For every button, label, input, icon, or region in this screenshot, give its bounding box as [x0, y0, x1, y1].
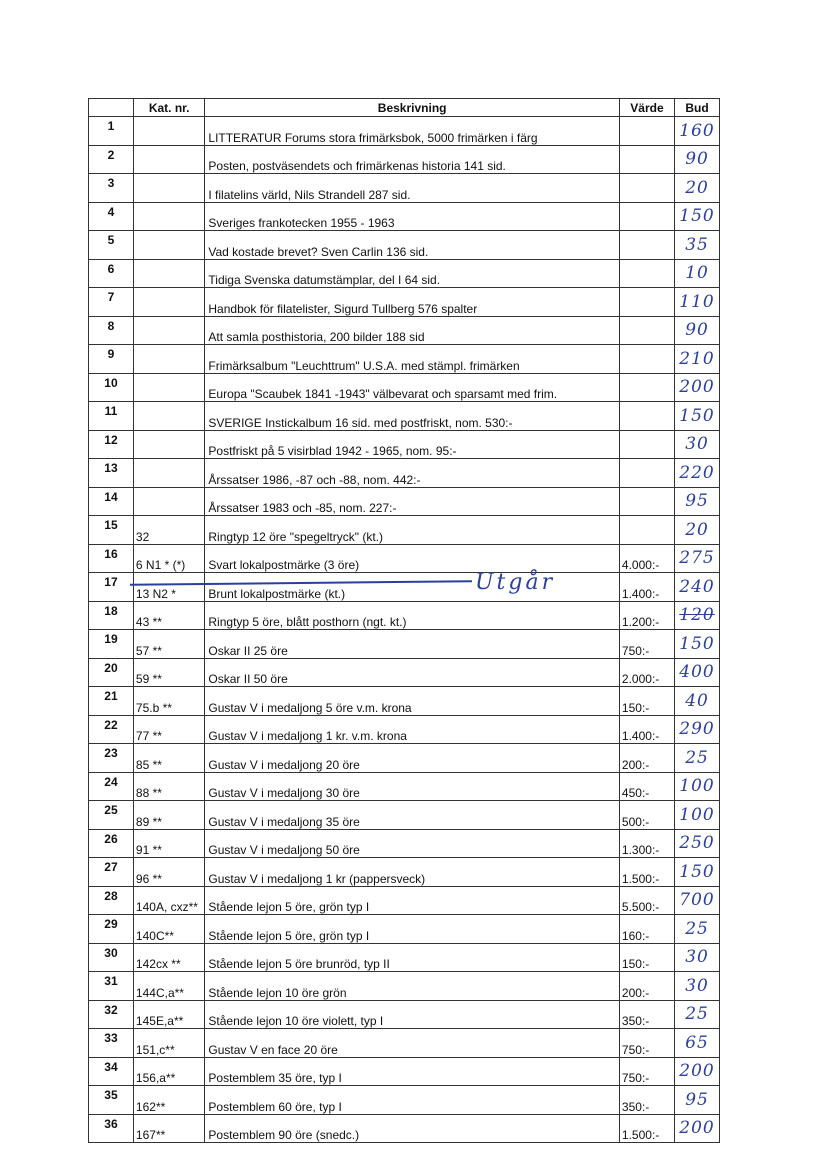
table-row [89, 487, 720, 516]
catalog-number: 167** [133, 1114, 204, 1143]
lot-number: 7 [89, 288, 134, 317]
catalog-number: 89 ** [133, 801, 204, 830]
bid: 95 [675, 487, 720, 516]
catalog-number: 96 ** [133, 858, 204, 887]
table-row [89, 373, 720, 402]
lot-number: 36 [89, 1114, 134, 1143]
table-row [89, 288, 720, 317]
value: 750:- [619, 1029, 674, 1058]
catalog-number: 156,a** [133, 1057, 204, 1086]
value: 1.500:- [619, 858, 674, 887]
catalog-number [133, 430, 204, 459]
value: 1.500:- [619, 1114, 674, 1143]
lot-number: 6 [89, 259, 134, 288]
value [619, 117, 674, 146]
lot-number: 5 [89, 231, 134, 260]
bid: 150 [675, 402, 720, 431]
table-row [89, 1029, 720, 1058]
bid: 200 [675, 1114, 720, 1143]
table-row [89, 601, 720, 630]
value: 1.200:- [619, 601, 674, 630]
header-bud: Bud [675, 99, 720, 117]
description: SVERIGE Instickalbum 16 sid. med postfriskt, nom. 530:- [205, 402, 620, 431]
description: Brunt lokalpostmärke (kt.) [205, 573, 620, 602]
lot-number: 15 [89, 516, 134, 545]
catalog-number: 140A, cxz** [133, 886, 204, 915]
description: Sveriges frankotecken 1955 - 1963 [205, 202, 620, 231]
description: Gustav V i medaljong 5 öre v.m. krona [205, 687, 620, 716]
catalog-number: 13 N2 * [133, 573, 204, 602]
table-row [89, 430, 720, 459]
lot-number: 32 [89, 1000, 134, 1029]
bid: 150 [675, 858, 720, 887]
catalog-number: 144C,a** [133, 972, 204, 1001]
bid: 90 [675, 316, 720, 345]
table-row [89, 858, 720, 887]
value [619, 288, 674, 317]
bid: 25 [675, 744, 720, 773]
lot-number: 19 [89, 630, 134, 659]
value: 750:- [619, 630, 674, 659]
header-row [89, 99, 720, 117]
value: 1.400:- [619, 573, 674, 602]
catalog-number: 140C** [133, 915, 204, 944]
bid: 30 [675, 430, 720, 459]
table-row [89, 772, 720, 801]
catalog-number [133, 202, 204, 231]
value: 4.000:- [619, 544, 674, 573]
bid: 160 [675, 117, 720, 146]
bid: 30 [675, 943, 720, 972]
table-row [89, 658, 720, 687]
bid: 150 [675, 630, 720, 659]
catalog-number: 85 ** [133, 744, 204, 773]
bid: 25 [675, 915, 720, 944]
bid: 200 [675, 373, 720, 402]
table-row [89, 829, 720, 858]
value [619, 174, 674, 203]
table-row [89, 943, 720, 972]
table-row [89, 801, 720, 830]
description: Gustav V i medaljong 1 kr (pappersveck) [205, 858, 620, 887]
catalog-number [133, 402, 204, 431]
table-row [89, 915, 720, 944]
lot-number: 14 [89, 487, 134, 516]
lot-number: 35 [89, 1086, 134, 1115]
table-row [89, 1114, 720, 1143]
catalog-number [133, 174, 204, 203]
bid: 20 [675, 174, 720, 203]
description: Europa "Scaubek 1841 -1943" välbevarat och sparsamt med frim. [205, 373, 620, 402]
description: Postemblem 60 öre, typ I [205, 1086, 620, 1115]
bid: 120 [675, 601, 720, 630]
description: Oskar II 50 öre [205, 658, 620, 687]
table-row [89, 316, 720, 345]
lot-number: 3 [89, 174, 134, 203]
lot-number: 20 [89, 658, 134, 687]
lot-number: 31 [89, 972, 134, 1001]
catalog-number [133, 459, 204, 488]
bid: 10 [675, 259, 720, 288]
table-row [89, 231, 720, 260]
value [619, 516, 674, 545]
table-row [89, 174, 720, 203]
lot-number: 23 [89, 744, 134, 773]
bid: 220 [675, 459, 720, 488]
lot-number: 17 [89, 573, 134, 602]
table-row [89, 345, 720, 374]
table-row [89, 459, 720, 488]
catalog-number: 75.b ** [133, 687, 204, 716]
description: Frimärksalbum "Leuchttrum" U.S.A. med stämpl. frimärken [205, 345, 620, 374]
description: I filatelins värld, Nils Strandell 287 sid. [205, 174, 620, 203]
lot-number: 4 [89, 202, 134, 231]
description: Svart lokalpostmärke (3 öre) [205, 544, 620, 573]
lot-number: 25 [89, 801, 134, 830]
lot-number: 22 [89, 715, 134, 744]
catalog-number [133, 259, 204, 288]
lot-number: 8 [89, 316, 134, 345]
bid: 200 [675, 1057, 720, 1086]
table-row [89, 516, 720, 545]
description: Handbok för filatelister, Sigurd Tullberg 576 spalter [205, 288, 620, 317]
description: Gustav V i medaljong 30 öre [205, 772, 620, 801]
bid: 210 [675, 345, 720, 374]
withdrawn-note: Utgår [475, 570, 556, 595]
lot-number: 9 [89, 345, 134, 374]
description: Gustav V i medaljong 35 öre [205, 801, 620, 830]
catalog-number [133, 487, 204, 516]
bid: 30 [675, 972, 720, 1001]
value [619, 402, 674, 431]
catalog-number: 43 ** [133, 601, 204, 630]
catalog-number [133, 117, 204, 146]
lot-number: 34 [89, 1057, 134, 1086]
catalog-number: 77 ** [133, 715, 204, 744]
value: 160:- [619, 915, 674, 944]
lot-number: 2 [89, 145, 134, 174]
bid: 40 [675, 687, 720, 716]
value [619, 430, 674, 459]
table-row [89, 145, 720, 174]
catalog-number [133, 145, 204, 174]
catalog-number: 57 ** [133, 630, 204, 659]
value [619, 231, 674, 260]
value: 200:- [619, 972, 674, 1001]
value: 500:- [619, 801, 674, 830]
description: Postfriskt på 5 visirblad 1942 - 1965, nom. 95:- [205, 430, 620, 459]
auction-lot-table [88, 98, 720, 1143]
description: Stående lejon 10 öre grön [205, 972, 620, 1001]
lot-number: 13 [89, 459, 134, 488]
bid: 275 [675, 544, 720, 573]
bid: 35 [675, 231, 720, 260]
catalog-number [133, 345, 204, 374]
value: 450:- [619, 772, 674, 801]
lot-number: 27 [89, 858, 134, 887]
catalog-number: 88 ** [133, 772, 204, 801]
bid: 700 [675, 886, 720, 915]
value [619, 459, 674, 488]
value: 150:- [619, 687, 674, 716]
lot-number: 29 [89, 915, 134, 944]
bid: 240 [675, 573, 720, 602]
table-row [89, 744, 720, 773]
lot-number: 26 [89, 829, 134, 858]
table-row [89, 715, 720, 744]
value: 350:- [619, 1000, 674, 1029]
lot-number: 21 [89, 687, 134, 716]
catalog-number: 91 ** [133, 829, 204, 858]
lot-number: 1 [89, 117, 134, 146]
description: Gustav V en face 20 öre [205, 1029, 620, 1058]
description: Stående lejon 5 öre, grön typ I [205, 886, 620, 915]
lot-number: 11 [89, 402, 134, 431]
bid: 290 [675, 715, 720, 744]
table-row [89, 402, 720, 431]
table-row [89, 259, 720, 288]
lot-number: 18 [89, 601, 134, 630]
value [619, 373, 674, 402]
lot-number: 28 [89, 886, 134, 915]
value [619, 202, 674, 231]
bid: 250 [675, 829, 720, 858]
value [619, 487, 674, 516]
description: Ringtyp 12 öre "spegeltryck" (kt.) [205, 516, 620, 545]
header-varde: Värde [619, 99, 674, 117]
lot-number: 24 [89, 772, 134, 801]
bid: 100 [675, 772, 720, 801]
catalog-number: 162** [133, 1086, 204, 1115]
bid: 25 [675, 1000, 720, 1029]
description: Postemblem 35 öre, typ I [205, 1057, 620, 1086]
table-row [89, 687, 720, 716]
value: 200:- [619, 744, 674, 773]
catalog-number: 151,c** [133, 1029, 204, 1058]
description: Gustav V i medaljong 1 kr. v.m. krona [205, 715, 620, 744]
description: Vad kostade brevet? Sven Carlin 136 sid. [205, 231, 620, 260]
value: 750:- [619, 1057, 674, 1086]
bid: 65 [675, 1029, 720, 1058]
bid: 150 [675, 202, 720, 231]
value [619, 259, 674, 288]
table-row [89, 1057, 720, 1086]
lot-number: 16 [89, 544, 134, 573]
bid: 100 [675, 801, 720, 830]
catalog-number [133, 373, 204, 402]
description: Stående lejon 10 öre violett, typ I [205, 1000, 620, 1029]
bid: 110 [675, 288, 720, 317]
description: Posten, postväsendets och frimärkenas historia 141 sid. [205, 145, 620, 174]
description: Ringtyp 5 öre, blått posthorn (ngt. kt.) [205, 601, 620, 630]
catalog-number [133, 288, 204, 317]
description: Årssatser 1986, -87 och -88, nom. 442:- [205, 459, 620, 488]
description: Årssatser 1983 och -85, nom. 227:- [205, 487, 620, 516]
catalog-number: 6 N1 * (*) [133, 544, 204, 573]
description: Tidiga Svenska datumstämplar, del I 64 sid. [205, 259, 620, 288]
lot-number: 12 [89, 430, 134, 459]
table-row [89, 202, 720, 231]
table-row [89, 1086, 720, 1115]
description: LITTERATUR Forums stora frimärksbok, 5000 frimärken i färg [205, 117, 620, 146]
value [619, 145, 674, 174]
value [619, 316, 674, 345]
catalog-number: 142cx ** [133, 943, 204, 972]
description: Oskar II 25 öre [205, 630, 620, 659]
bid: 400 [675, 658, 720, 687]
table-row [89, 630, 720, 659]
lot-number: 33 [89, 1029, 134, 1058]
description: Gustav V i medaljong 50 öre [205, 829, 620, 858]
catalog-number: 145E,a** [133, 1000, 204, 1029]
bid: 20 [675, 516, 720, 545]
lot-number: 30 [89, 943, 134, 972]
description: Att samla posthistoria, 200 bilder 188 sid [205, 316, 620, 345]
value: 5.500:- [619, 886, 674, 915]
description: Stående lejon 5 öre, grön typ I [205, 915, 620, 944]
table-row [89, 1000, 720, 1029]
value [619, 345, 674, 374]
table-row [89, 573, 720, 602]
header-kat: Kat. nr. [133, 99, 204, 117]
description: Gustav V i medaljong 20 öre [205, 744, 620, 773]
header-num [89, 99, 134, 117]
catalog-number [133, 316, 204, 345]
bid: 90 [675, 145, 720, 174]
bid: 95 [675, 1086, 720, 1115]
catalog-number: 32 [133, 516, 204, 545]
description: Stående lejon 5 öre brunröd, typ II [205, 943, 620, 972]
value: 150:- [619, 943, 674, 972]
value: 1.400:- [619, 715, 674, 744]
table-row [89, 117, 720, 146]
description: Postemblem 90 öre (snedc.) [205, 1114, 620, 1143]
value: 2.000:- [619, 658, 674, 687]
lot-number: 10 [89, 373, 134, 402]
catalog-number [133, 231, 204, 260]
catalog-number: 59 ** [133, 658, 204, 687]
value: 1.300:- [619, 829, 674, 858]
table-row [89, 544, 720, 573]
header-desc: Beskrivning [205, 99, 620, 117]
value: 350:- [619, 1086, 674, 1115]
table-row [89, 972, 720, 1001]
table-row [89, 886, 720, 915]
